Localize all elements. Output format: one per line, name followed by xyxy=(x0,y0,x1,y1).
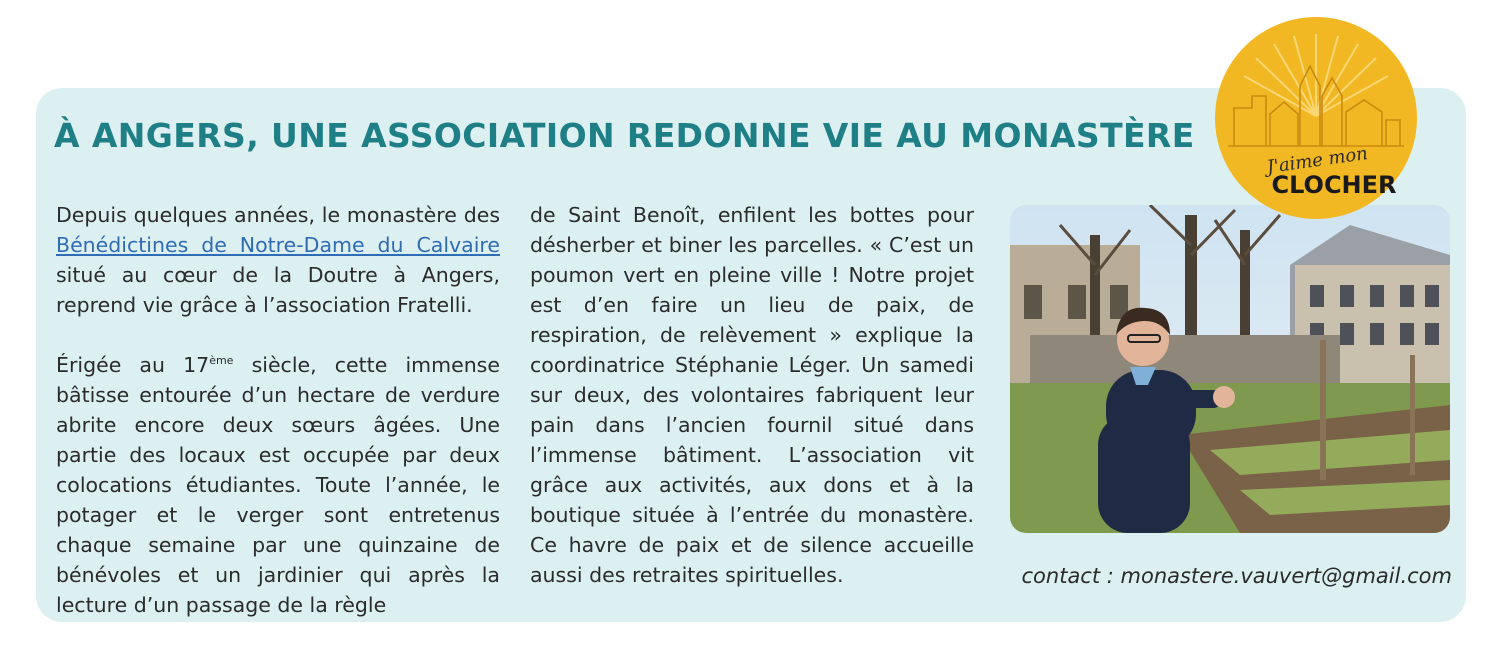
garden-photo-image xyxy=(1010,205,1450,533)
paragraph-activities: de Saint Benoît, enfilent les bottes pour désherber et biner les parcelles. « C’est un poumon vert en pleine ville ! Notre projet est d’en faire un lieu de paix, de respiration, de relèvement » explique la coordinatrice Stéphanie Léger. Un samedi sur deux, des volontaires fabriquent leur pain dans l’ancien fournil situé dans l’immense bâtiment. L’association vit grâce aux activités, aux dons et à la boutique située à l’entrée du monastère. Ce havre de paix et de silence accueille aussi des retraites spirituelles. xyxy=(530,203,974,587)
logo-script-text: J'aime mon xyxy=(1265,143,1369,179)
monastery-link[interactable]: Bénédictines de Notre-Dame du Calvaire xyxy=(56,233,500,257)
century-superscript: ème xyxy=(209,354,234,368)
text-column-left xyxy=(56,200,500,620)
paragraph-history xyxy=(56,350,500,620)
intro-text: Depuis quelques années, le monastère des xyxy=(56,203,500,227)
paragraph-intro xyxy=(56,200,500,320)
article-title: À ANGERS, UNE ASSOCIATION REDONNE VIE AU MONASTÈRE xyxy=(54,116,1195,155)
logo-bold-text: CLOCHER xyxy=(1271,171,1397,199)
text-column-right xyxy=(530,200,974,590)
history-text: Érigée au 17 xyxy=(56,353,210,377)
contact-email: contact : monastere.vauvert@gmail.com xyxy=(1021,564,1452,588)
logo-badge-icon xyxy=(1214,16,1418,220)
jaime-mon-clocher-logo xyxy=(1214,16,1418,220)
intro-text-end: situé au cœur de la Doutre à Angers, reprend vie grâce à l’association Fratelli. xyxy=(56,263,500,317)
garden-photo xyxy=(1010,205,1450,533)
history-text-end: siècle, cette immense bâtisse entourée d’un hectare de verdure abrite encore deux sœurs âgées. Une partie des locaux est occupée par deux colocations étudiantes. Toute l’année, le potager et le verger sont entretenus chaque semaine par une quinzaine de bénévoles et un jardinier qui après la lecture d’un passage de la règle xyxy=(56,353,500,617)
